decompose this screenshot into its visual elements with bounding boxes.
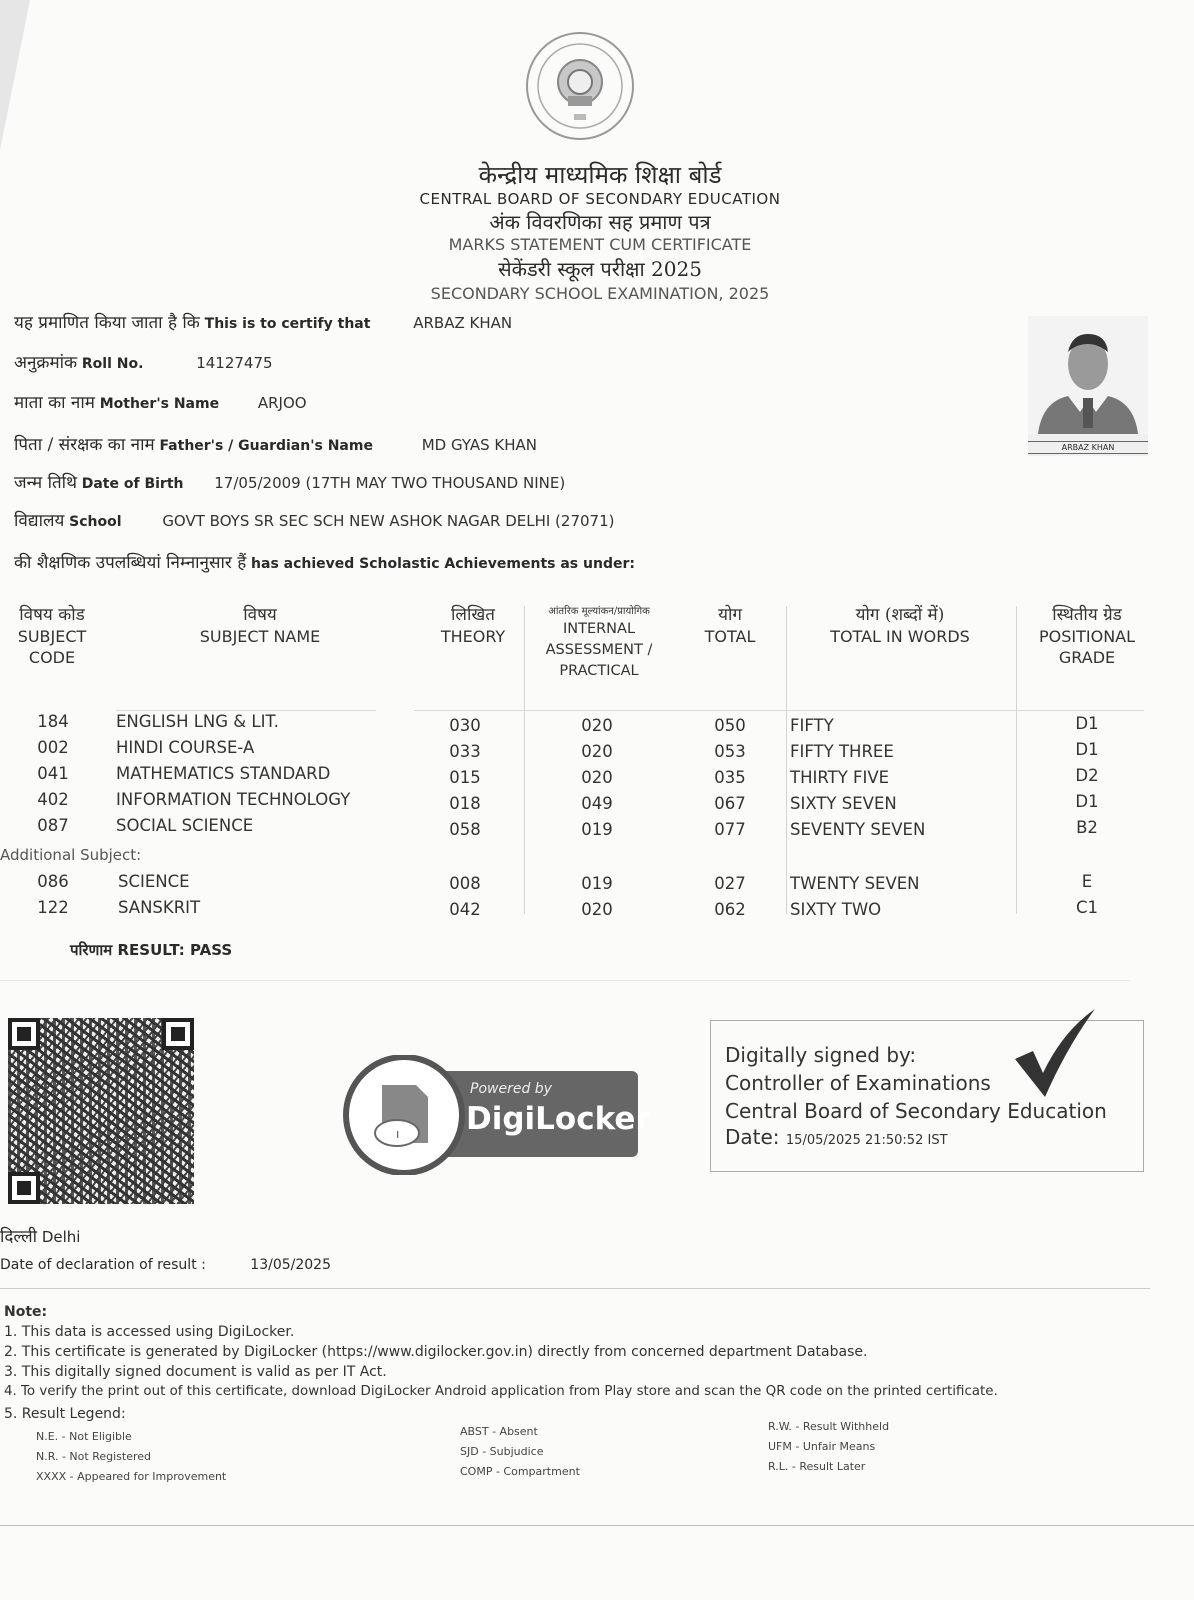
qr-finder [8, 1018, 40, 1050]
row-4-total: 067 [714, 794, 746, 813]
note-item: 1. This data is accessed using DigiLocker. [4, 1324, 295, 1340]
grid-line [786, 606, 787, 914]
signature-date-value: 15/05/2025 21:50:52 IST [785, 1133, 948, 1148]
row-6-subject: SCIENCE [118, 872, 190, 891]
row-3-ia: 020 [581, 768, 613, 787]
row-2-total: 053 [714, 742, 746, 761]
grid-line [524, 606, 525, 914]
dob-label: Date of Birth [81, 476, 184, 492]
row-1-subject: ENGLISH LNG & LIT. [116, 712, 279, 731]
row-6-theory: 008 [449, 874, 481, 893]
col-header-subject [160, 605, 360, 647]
father-label: Father's / Guardian's Name [159, 438, 373, 454]
roll-line [14, 350, 273, 373]
row-3-code: 041 [37, 764, 69, 783]
row-4-words: SIXTY SEVEN [790, 794, 897, 813]
row-2-subject: HINDI COURSE-A [116, 738, 255, 757]
school-label-hindi: विद्यालय [14, 511, 65, 531]
cbse-emblem [524, 30, 636, 142]
col-header-subject-hindi: विषय [243, 605, 277, 625]
legend-item: N.E. - Not Eligible [36, 1430, 132, 1443]
mother-name: ARJOO [257, 394, 307, 412]
col-header-subject-text: SUBJECT NAME [199, 627, 321, 646]
row-7-theory: 042 [449, 900, 481, 919]
result-line [70, 940, 232, 960]
row-3-total: 035 [714, 768, 746, 787]
candidate-name: ARBAZ KHAN [413, 314, 513, 332]
row-2-words: FIFTY THREE [790, 742, 894, 761]
legend-item: SJD - Subjudice [460, 1445, 544, 1458]
note-item: 2. This certificate is generated by DigiLocker (https://www.digilocker.gov.in) directly from concerned department Database. [4, 1344, 868, 1360]
divider [0, 1288, 1150, 1289]
exam-title-hindi: सेकेंडरी स्कूल परीक्षा 2025 [498, 257, 702, 281]
father-label-hindi: पिता / संरक्षक का नाम [14, 435, 155, 455]
legend-item: COMP - Compartment [460, 1465, 580, 1478]
board-title-hindi: केन्द्रीय माध्यमिक शिक्षा बोर्ड [478, 161, 722, 189]
result-label-hindi: परिणाम [70, 941, 113, 959]
certificate-title: MARKS STATEMENT CUM CERTIFICATE [448, 235, 752, 254]
signer-organisation: Central Board of Secondary Education [725, 1099, 1107, 1123]
row-3-words: THIRTY FIVE [790, 768, 890, 787]
school-name: GOVT BOYS SR SEC SCH NEW ASHOK NAGAR DELHI (27071) [162, 512, 615, 530]
dob-line [14, 470, 565, 493]
row-5-subject: SOCIAL SCIENCE [116, 816, 254, 835]
declaration-line [0, 1257, 331, 1273]
col-header-code [2, 605, 102, 668]
additional-subject-label: Additional Subject: [0, 846, 142, 864]
signed-by-label: Digitally signed by: [725, 1043, 917, 1067]
row-5-theory: 058 [449, 820, 481, 839]
col-header-ia [528, 605, 670, 682]
row-1-ia: 020 [581, 716, 613, 735]
signature-date [725, 1125, 948, 1149]
col-header-ia-text: INTERNAL ASSESSMENT / PRACTICAL [545, 621, 653, 679]
row-2-ia: 020 [581, 742, 613, 761]
row-5-ia: 019 [581, 820, 613, 839]
col-header-grade-text: POSITIONAL GRADE [1038, 627, 1136, 667]
row-4-code: 402 [37, 790, 69, 809]
mother-label: Mother's Name [99, 396, 220, 412]
row-2-theory: 033 [449, 742, 481, 761]
row-6-code: 086 [37, 872, 69, 891]
note-item: 4. To verify the print out of this certificate, download DigiLocker Android application from Play store and scan the QR code on the printed certificate. [4, 1384, 998, 1399]
row-4-grade: D1 [1075, 792, 1099, 811]
exam-title: SECONDARY SCHOOL EXAMINATION, 2025 [430, 284, 770, 303]
grid-line [1016, 606, 1017, 914]
col-header-words-text: TOTAL IN WORDS [830, 627, 970, 646]
certify-label: This is to certify that [204, 316, 371, 332]
certify-line [14, 310, 512, 333]
grid-line [116, 710, 376, 711]
divider [0, 980, 1130, 981]
col-header-words-hindi: योग (शब्दों में) [855, 605, 945, 625]
col-header-theory-text: THEORY [440, 627, 506, 646]
row-5-words: SEVENTY SEVEN [790, 820, 926, 839]
signer-title: Controller of Examinations [725, 1071, 991, 1095]
digilocker-brand: DigiLocker [466, 1101, 651, 1137]
col-header-grade [1022, 605, 1152, 668]
father-name: MD GYAS KHAN [421, 436, 538, 454]
declaration-label: Date of declaration of result : [0, 1257, 206, 1273]
certificate-title-hindi: अंक विवरणिका सह प्रमाण पत्र [489, 210, 711, 234]
school-line [14, 508, 614, 531]
row-1-code: 184 [37, 712, 69, 731]
row-4-ia: 049 [581, 794, 613, 813]
dob-label-hindi: जन्म तिथि [14, 473, 77, 493]
row-3-grade: D2 [1075, 766, 1099, 785]
school-label: School [69, 514, 122, 530]
col-header-code-hindi: विषय कोड [19, 605, 85, 625]
digilocker-powered: Powered by [470, 1081, 552, 1097]
legend-item: ABST - Absent [460, 1425, 538, 1438]
achievement-line [14, 550, 635, 573]
digilocker-badge [342, 1055, 651, 1175]
place-line [0, 1224, 80, 1247]
qr-finder [162, 1018, 194, 1050]
board-title: CENTRAL BOARD OF SECONDARY EDUCATION [419, 190, 781, 208]
signature-date-label: Date: [725, 1125, 780, 1149]
certify-label-hindi: यह प्रमाणित किया जाता है कि [14, 313, 200, 333]
legend-item: N.R. - Not Registered [36, 1450, 152, 1463]
col-header-total-hindi: योग [718, 605, 742, 625]
page-fold-shadow [0, 0, 30, 150]
row-7-total: 062 [714, 900, 746, 919]
digital-signature-box [710, 1020, 1144, 1172]
checkmark-icon [1009, 1007, 1099, 1099]
col-header-ia-hindi: आंतरिक मूल्यांकन/प्रायोगिक [548, 606, 650, 617]
achievement-label: has achieved Scholastic Achievements as under: [251, 556, 635, 572]
row-6-words: TWENTY SEVEN [790, 874, 920, 893]
row-5-grade: B2 [1076, 818, 1098, 837]
qr-code [8, 1018, 194, 1204]
notes-title: Note: [4, 1304, 48, 1320]
place-name: Delhi [41, 1228, 81, 1246]
col-header-total [680, 605, 780, 647]
row-1-theory: 030 [449, 716, 481, 735]
qr-finder [8, 1172, 40, 1204]
photo-caption: ARBAZ KHAN [1028, 441, 1148, 454]
col-header-total-text: TOTAL [704, 627, 756, 646]
divider [0, 1525, 1194, 1526]
col-header-code-text: SUBJECT CODE [17, 627, 87, 667]
place-hindi: दिल्ली [0, 1227, 38, 1247]
row-1-total: 050 [714, 716, 746, 735]
row-1-grade: D1 [1075, 714, 1099, 733]
row-7-code: 122 [37, 898, 69, 917]
note-item: 5. Result Legend: [4, 1406, 126, 1422]
row-6-total: 027 [714, 874, 746, 893]
declaration-date: 13/05/2025 [250, 1257, 331, 1273]
row-4-subject: INFORMATION TECHNOLOGY [116, 790, 351, 809]
roll-number: 14127475 [196, 354, 273, 372]
row-7-grade: C1 [1075, 898, 1099, 917]
result-value: RESULT: PASS [117, 941, 233, 959]
grid-line [414, 710, 1144, 711]
row-1-words: FIFTY [790, 716, 834, 735]
father-line [14, 432, 537, 455]
roll-label: Roll No. [81, 356, 144, 372]
candidate-photo [1028, 316, 1148, 456]
row-5-code: 087 [37, 816, 69, 835]
legend-item: UFM - Unfair Means [768, 1440, 876, 1453]
legend-item: R.L. - Result Later [768, 1460, 866, 1473]
row-7-words: SIXTY TWO [790, 900, 882, 919]
row-7-subject: SANSKRIT [118, 898, 201, 917]
achievement-label-hindi: की शैक्षणिक उपलब्धियां निम्नानुसार हैं [14, 553, 247, 573]
row-7-ia: 020 [581, 900, 613, 919]
legend-item: XXXX - Appeared for Improvement [36, 1470, 227, 1483]
mother-line [14, 390, 307, 413]
roll-label-hindi: अनुक्रमांक [14, 353, 78, 373]
col-header-theory-hindi: लिखित [451, 605, 495, 625]
row-6-grade: E [1081, 872, 1093, 891]
row-5-total: 077 [714, 820, 746, 839]
col-header-words [790, 605, 1010, 647]
row-2-grade: D1 [1075, 740, 1099, 759]
svg-text:ı: ı [396, 1127, 400, 1141]
row-3-subject: MATHEMATICS STANDARD [116, 764, 331, 783]
legend-item: R.W. - Result Withheld [768, 1420, 890, 1433]
row-3-theory: 015 [449, 768, 481, 787]
mother-label-hindi: माता का नाम [14, 393, 95, 413]
row-4-theory: 018 [449, 794, 481, 813]
note-item: 3. This digitally signed document is valid as per IT Act. [4, 1364, 387, 1380]
date-of-birth: 17/05/2009 (17TH MAY TWO THOUSAND NINE) [214, 474, 566, 492]
col-header-grade-hindi: स्थितीय ग्रेड [1052, 605, 1122, 625]
row-2-code: 002 [37, 738, 69, 757]
row-6-ia: 019 [581, 874, 613, 893]
col-header-theory [418, 605, 528, 647]
